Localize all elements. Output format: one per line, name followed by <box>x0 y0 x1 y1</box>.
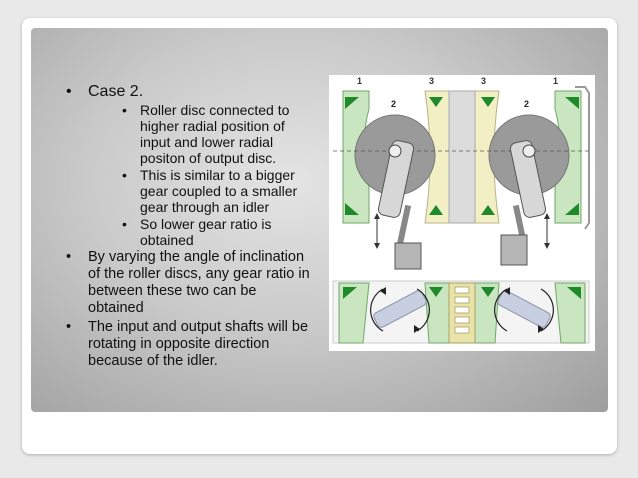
sub-bullet-text: This is similar to a bigger gear coupled to a smaller gear through an idler <box>140 167 298 215</box>
arrow-head-icon <box>374 243 380 249</box>
label-2-right: 2 <box>524 99 530 109</box>
sub-bullet-glyph: • <box>122 167 127 183</box>
cvt-diagram-svg <box>329 75 595 351</box>
label-1-right: 1 <box>553 76 559 86</box>
label-3-right: 3 <box>481 76 487 86</box>
piston-left <box>395 243 421 269</box>
sub-bullet-glyph: • <box>122 216 127 232</box>
pivot-right <box>523 145 535 157</box>
sub-bullet-glyph: • <box>122 102 127 118</box>
bullet-text: Case 2. <box>88 83 144 100</box>
idler-shaft <box>449 91 475 223</box>
label-1-left: 1 <box>357 76 363 86</box>
bullet-text: The input and output shafts will be rotating in opposite direction because of the idler. <box>88 319 309 369</box>
toroidal-cvt-diagram <box>329 75 595 351</box>
bullet-case-2 <box>66 82 311 248</box>
arrow-head-icon <box>544 243 550 249</box>
sub-bullet-list <box>88 102 311 248</box>
bullet-glyph: • <box>66 83 72 100</box>
sub-bullet <box>88 167 311 215</box>
bullet-glyph: • <box>66 249 72 265</box>
bullet-glyph: • <box>66 319 72 335</box>
sub-bullet <box>88 102 311 166</box>
bullet-varying-angle <box>66 249 311 317</box>
sub-bullet-text: Roller disc connected to higher radial position of input and lower radial positon of output disc. <box>140 102 290 166</box>
bullet-opposite-direction <box>66 319 311 370</box>
pivot-left <box>389 145 401 157</box>
bullet-list <box>66 82 311 372</box>
arrow-head-icon <box>544 213 550 219</box>
sub-bullet-text: So lower gear ratio is obtained <box>140 216 272 248</box>
bullet-text: By varying the angle of inclination of the roller discs, any gear ratio in between these two can be obtained <box>88 249 310 316</box>
sub-bullet <box>88 216 311 248</box>
piston-right <box>501 235 527 265</box>
label-3-left: 3 <box>429 76 435 86</box>
arrow-head-icon <box>374 213 380 219</box>
label-2-left: 2 <box>391 99 397 109</box>
